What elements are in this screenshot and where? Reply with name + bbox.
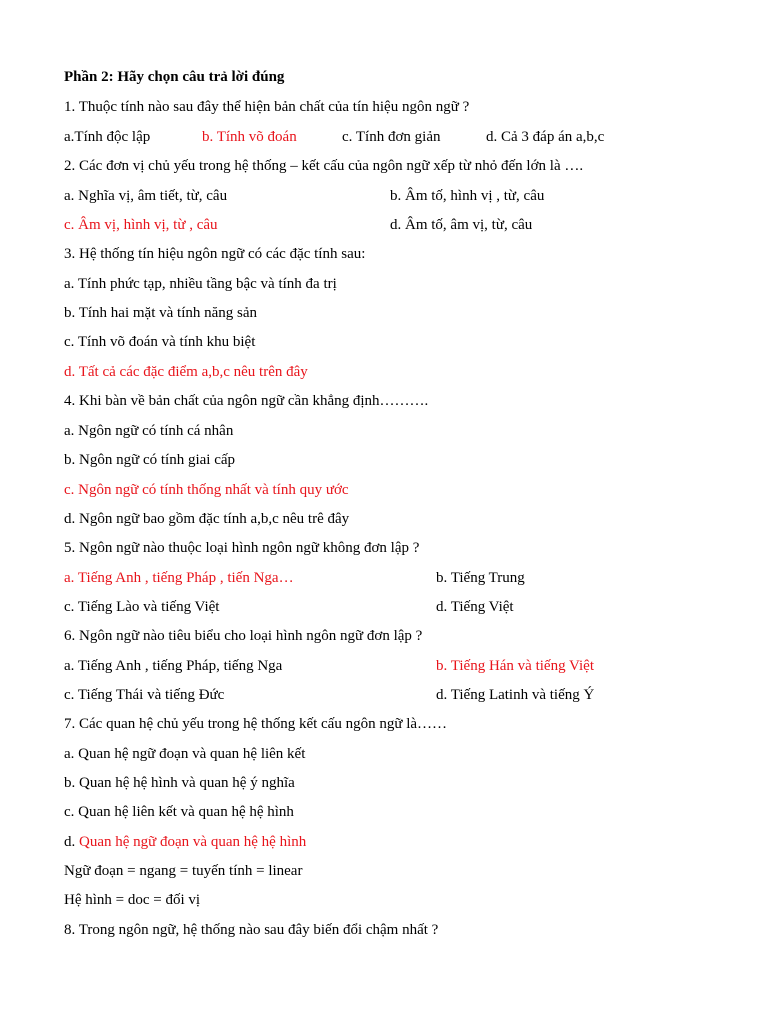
q7-option-c: c. Quan hệ liên kết và quan hệ hệ hình: [64, 804, 294, 820]
q5-option-b: b. Tiếng Trung: [436, 570, 525, 586]
q6-option-d: d. Tiếng Latinh và tiếng Ý: [436, 687, 595, 703]
q5-option-a-answer: a. Tiếng Anh , tiếng Pháp , tiến Nga…: [64, 570, 294, 586]
q4-option-c-answer: c. Ngôn ngữ có tính thống nhất và tính quy ước: [64, 482, 349, 498]
q5-option-d: d. Tiếng Việt: [436, 599, 514, 615]
q7-option-d-line: [64, 833, 306, 851]
q1-option-a: a.Tính độc lập: [64, 129, 151, 145]
q2-option-a: a. Nghĩa vị, âm tiết, từ, câu: [64, 188, 228, 204]
q3-option-d-answer: d. Tất cả các đặc điểm a,b,c nêu trên đây: [64, 364, 308, 380]
q4-option-b: b. Ngôn ngữ có tính giai cấp: [64, 452, 236, 468]
q1-option-c: c. Tính đơn giản: [342, 129, 441, 145]
q4-option-a: a. Ngôn ngữ có tính cá nhân: [64, 423, 234, 439]
q7-option-b: b. Quan hệ hệ hình và quan hệ ý nghĩa: [64, 775, 295, 791]
question-2: 2. Các đơn vị chủ yếu trong hệ thống – kết cấu của ngôn ngữ xếp từ nhỏ đến lớn là ….: [64, 158, 584, 174]
q6-option-b-answer: b. Tiếng Hán và tiếng Việt: [436, 658, 594, 674]
q5-option-c: c. Tiếng Lào và tiếng Việt: [64, 599, 220, 615]
question-8: 8. Trong ngôn ngữ, hệ thống nào sau đây biến đổi chậm nhất ?: [64, 922, 439, 938]
note-paradigmatic: Hệ hình = doc = đối vị: [64, 892, 201, 908]
question-7: 7. Các quan hệ chủ yếu trong hệ thống kết cấu ngôn ngữ là……: [64, 716, 448, 732]
section-title: Phần 2: Hãy chọn câu trả lời đúng: [64, 69, 285, 85]
q4-option-d: d. Ngôn ngữ bao gồm đặc tính a,b,c nêu trê đây: [64, 511, 350, 527]
question-1: 1. Thuộc tính nào sau đây thể hiện bản chất của tín hiệu ngôn ngữ ?: [64, 99, 470, 115]
q2-option-c-answer: c. Âm vị, hình vị, từ , câu: [64, 217, 218, 233]
question-4: 4. Khi bàn về bản chất của ngôn ngữ cần khẳng định……….: [64, 393, 429, 409]
q1-option-d: d. Cả 3 đáp án a,b,c: [486, 129, 605, 145]
q2-option-d: d. Âm tố, âm vị, từ, câu: [390, 217, 533, 233]
q3-option-a: a. Tính phức tạp, nhiều tầng bậc và tính đa trị: [64, 276, 337, 292]
q7-option-d-answer: Quan hệ ngữ đoạn và quan hệ hệ hình: [79, 834, 307, 850]
q7-option-a: a. Quan hệ ngữ đoạn và quan hệ liên kết: [64, 746, 306, 762]
q3-option-b: b. Tính hai mặt và tính năng sản: [64, 305, 258, 321]
q2-option-b: b. Âm tố, hình vị , từ, câu: [390, 188, 545, 204]
q7-option-d-prefix: d.: [64, 834, 79, 850]
question-6: 6. Ngôn ngữ nào tiêu biểu cho loại hình ngôn ngữ đơn lập ?: [64, 628, 423, 644]
q6-option-c: c. Tiếng Thái và tiếng Đức: [64, 687, 225, 703]
note-syntagmatic: Ngữ đoạn = ngang = tuyến tính = linear: [64, 863, 303, 879]
question-3: 3. Hệ thống tín hiệu ngôn ngữ có các đặc tính sau:: [64, 246, 366, 262]
question-5: 5. Ngôn ngữ nào thuộc loại hình ngôn ngữ không đơn lập ?: [64, 540, 420, 556]
q1-option-b-answer: b. Tính võ đoán: [202, 129, 297, 145]
q6-option-a: a. Tiếng Anh , tiếng Pháp, tiếng Nga: [64, 658, 283, 674]
q3-option-c: c. Tính võ đoán và tính khu biệt: [64, 334, 256, 350]
